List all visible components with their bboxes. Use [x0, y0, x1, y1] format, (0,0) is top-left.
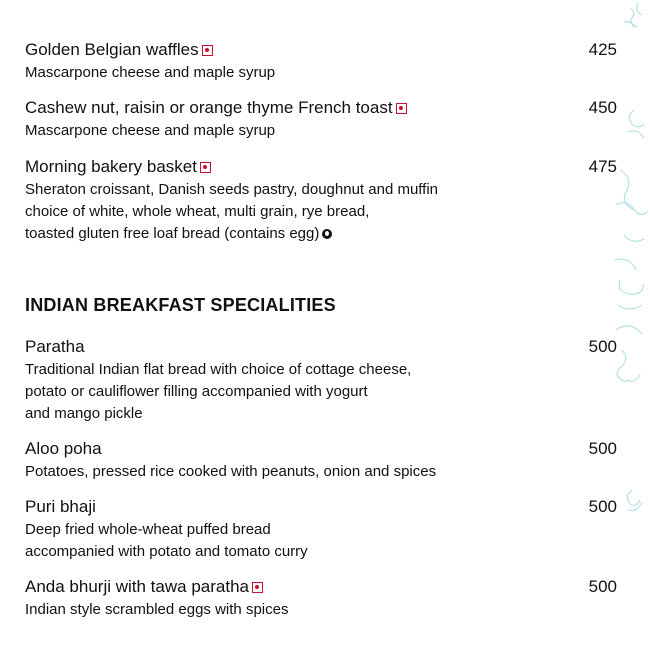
item-name: Anda bhurji with tawa paratha: [25, 577, 249, 596]
item-description: Indian style scrambled eggs with spices: [25, 601, 289, 618]
non-veg-icon: [200, 162, 211, 173]
menu-item-aloo-poha: [25, 439, 625, 483]
item-description-line: choice of white, whole wheat, multi grain, rye bread,: [25, 203, 370, 220]
item-description: Potatoes, pressed rice cooked with peanuts, onion and spices: [25, 463, 437, 480]
menu-item-morning-bakery-basket: [25, 157, 625, 245]
non-veg-icon: [202, 45, 213, 56]
egg-icon: [322, 229, 332, 239]
item-price: 500: [588, 497, 617, 516]
non-veg-icon: [252, 582, 263, 593]
item-description-text: toasted gluten free loaf bread (contains egg): [25, 225, 320, 242]
non-veg-icon: [396, 103, 407, 114]
menu-item-french-toast: [25, 98, 625, 142]
item-name: Golden Belgian waffles: [25, 40, 199, 59]
item-description-line: Sheraton croissant, Danish seeds pastry, doughnut and muffin: [25, 181, 439, 198]
item-price: 500: [588, 337, 617, 356]
item-price: 450: [588, 98, 617, 117]
item-description-line: Traditional Indian flat bread with choice of cottage cheese,: [25, 361, 412, 378]
item-description-line: [25, 223, 625, 245]
item-name: Puri bhaji: [25, 497, 96, 516]
section-title: INDIAN BREAKFAST SPECIALITIES: [25, 295, 336, 315]
menu-item-anda-bhurji: [25, 577, 625, 621]
item-description-line: accompanied with potato and tomato curry: [25, 543, 308, 560]
menu-item-golden-belgian-waffles: [25, 40, 625, 84]
item-name: Aloo poha: [25, 439, 102, 458]
menu-item-paratha: [25, 337, 625, 425]
item-name: Cashew nut, raisin or orange thyme French toast: [25, 98, 393, 117]
item-description-line: Deep fried whole-wheat puffed bread: [25, 521, 271, 538]
item-name: Paratha: [25, 337, 85, 356]
item-price: 475: [588, 157, 617, 176]
menu-item-puri-bhaji: [25, 497, 625, 563]
item-name: Morning bakery basket: [25, 157, 197, 176]
item-description-line: potato or cauliflower filling accompanied with yogurt: [25, 383, 368, 400]
item-description: Mascarpone cheese and maple syrup: [25, 122, 276, 139]
item-price: 500: [588, 577, 617, 596]
item-price: 500: [588, 439, 617, 458]
item-description: Mascarpone cheese and maple syrup: [25, 64, 276, 81]
item-price: 425: [588, 40, 617, 59]
item-description-line: and mango pickle: [25, 405, 143, 422]
